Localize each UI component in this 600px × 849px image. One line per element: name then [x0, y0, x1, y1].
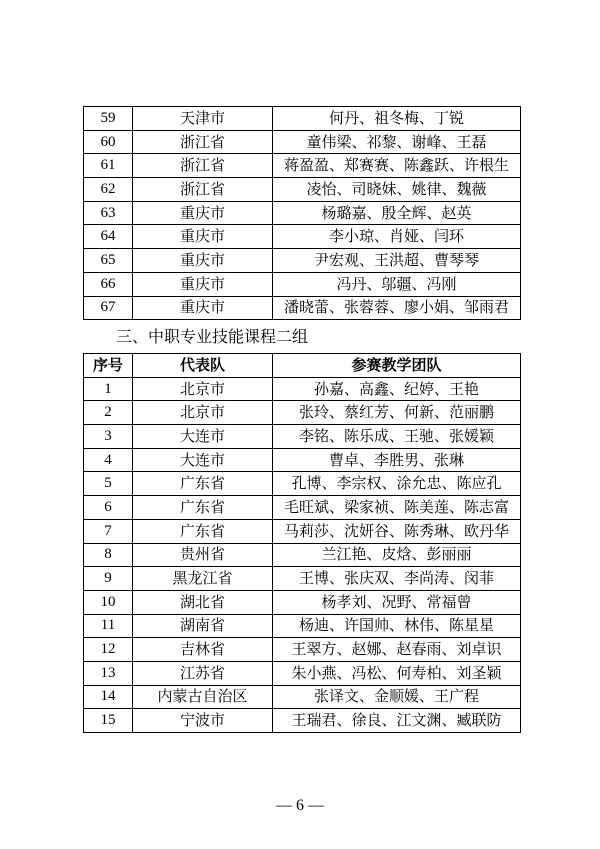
row-members: 孙嘉、高鑫、纪婷、王艳 — [273, 377, 521, 401]
row-team: 吉林省 — [133, 638, 273, 662]
row-number: 11 — [84, 614, 133, 638]
row-team: 内蒙古自治区 — [133, 685, 273, 709]
table-row — [84, 638, 521, 662]
row-team: 天津市 — [133, 107, 273, 131]
table-continued-body — [84, 107, 521, 320]
row-number: 2 — [84, 401, 133, 425]
table-row — [84, 178, 521, 202]
row-team: 重庆市 — [133, 225, 273, 249]
row-team: 江苏省 — [133, 661, 273, 685]
table-group-two-body — [84, 377, 521, 732]
row-number: 63 — [84, 201, 133, 225]
table-row — [84, 661, 521, 685]
row-members: 尹宏观、王洪超、曹琴琴 — [273, 249, 521, 273]
row-members: 李小琼、肖娅、闫环 — [273, 225, 521, 249]
column-header-members: 参赛教学团队 — [273, 354, 521, 378]
table-row — [84, 590, 521, 614]
row-members: 曹卓、李胜男、张琳 — [273, 448, 521, 472]
table-row — [84, 154, 521, 178]
row-team: 湖南省 — [133, 614, 273, 638]
table-row — [84, 272, 521, 296]
table-row — [84, 107, 521, 131]
row-team: 重庆市 — [133, 201, 273, 225]
table-row — [84, 249, 521, 273]
table-continued — [83, 106, 521, 320]
column-header-number: 序号 — [84, 354, 133, 378]
row-number: 4 — [84, 448, 133, 472]
page-number: — 6 — — [276, 797, 324, 814]
row-number: 6 — [84, 496, 133, 520]
row-number: 15 — [84, 709, 133, 733]
row-number: 1 — [84, 377, 133, 401]
row-team: 北京市 — [133, 401, 273, 425]
table-row — [84, 225, 521, 249]
row-team: 重庆市 — [133, 296, 273, 320]
table-row — [84, 709, 521, 733]
table-row — [84, 472, 521, 496]
row-members: 杨孝刘、况野、常福曾 — [273, 590, 521, 614]
row-team: 湖北省 — [133, 590, 273, 614]
table-header-row — [84, 354, 521, 378]
row-members: 李铭、陈乐成、王驰、张媛颖 — [273, 425, 521, 449]
row-number: 7 — [84, 519, 133, 543]
row-members: 王博、张庆双、李尚涛、闵菲 — [273, 567, 521, 591]
row-members: 童伟梁、祁黎、谢峰、王磊 — [273, 130, 521, 154]
row-team: 浙江省 — [133, 154, 273, 178]
row-members: 王翠方、赵娜、赵春雨、刘卓识 — [273, 638, 521, 662]
row-members: 何丹、祖冬梅、丁锐 — [273, 107, 521, 131]
row-members: 张译文、金顺媛、王广程 — [273, 685, 521, 709]
row-number: 12 — [84, 638, 133, 662]
row-number: 13 — [84, 661, 133, 685]
row-members: 凌怡、司晓妹、姚律、魏薇 — [273, 178, 521, 202]
row-team: 大连市 — [133, 425, 273, 449]
row-number: 14 — [84, 685, 133, 709]
section-heading: 三、中职专业技能课程二组 — [116, 327, 309, 346]
row-number: 10 — [84, 590, 133, 614]
row-members: 朱小燕、冯松、何寿柏、刘圣颖 — [273, 661, 521, 685]
row-members: 张玲、蔡红芳、何新、范丽鹏 — [273, 401, 521, 425]
table-row — [84, 496, 521, 520]
row-team: 浙江省 — [133, 178, 273, 202]
row-team: 北京市 — [133, 377, 273, 401]
row-number: 66 — [84, 272, 133, 296]
row-team: 浙江省 — [133, 130, 273, 154]
row-members: 杨迪、许国帅、林伟、陈星星 — [273, 614, 521, 638]
table-row — [84, 425, 521, 449]
row-team: 黑龙江省 — [133, 567, 273, 591]
row-members: 杨璐嘉、殷全辉、赵英 — [273, 201, 521, 225]
row-team: 宁波市 — [133, 709, 273, 733]
table-row — [84, 567, 521, 591]
table-row — [84, 543, 521, 567]
table-row — [84, 296, 521, 320]
row-number: 65 — [84, 249, 133, 273]
row-team: 广东省 — [133, 519, 273, 543]
table-row — [84, 685, 521, 709]
row-members: 蒋盈盈、郑赛赛、陈鑫跃、许根生 — [273, 154, 521, 178]
table-row — [84, 201, 521, 225]
row-number: 5 — [84, 472, 133, 496]
row-team: 重庆市 — [133, 249, 273, 273]
row-number: 64 — [84, 225, 133, 249]
row-team: 广东省 — [133, 472, 273, 496]
row-members: 孔博、李宗权、涂允忠、陈应孔 — [273, 472, 521, 496]
row-team: 大连市 — [133, 448, 273, 472]
table-row — [84, 377, 521, 401]
column-header-team: 代表队 — [133, 354, 273, 378]
row-number: 3 — [84, 425, 133, 449]
table-row — [84, 614, 521, 638]
row-number: 61 — [84, 154, 133, 178]
table-row — [84, 130, 521, 154]
row-number: 67 — [84, 296, 133, 320]
row-number: 60 — [84, 130, 133, 154]
row-number: 8 — [84, 543, 133, 567]
row-team: 贵州省 — [133, 543, 273, 567]
row-members: 马莉莎、沈妍谷、陈秀琳、欧丹华 — [273, 519, 521, 543]
table-row — [84, 448, 521, 472]
row-team: 广东省 — [133, 496, 273, 520]
row-number: 62 — [84, 178, 133, 202]
row-members: 王瑞君、徐良、江文渊、臧联防 — [273, 709, 521, 733]
row-number: 59 — [84, 107, 133, 131]
table-group-two — [83, 353, 521, 733]
table-row — [84, 519, 521, 543]
row-members: 冯丹、邬疆、冯刚 — [273, 272, 521, 296]
row-number: 9 — [84, 567, 133, 591]
table-row — [84, 401, 521, 425]
row-members: 潘晓蕾、张蓉蓉、廖小娟、邹雨君 — [273, 296, 521, 320]
row-members: 毛旺斌、梁家祯、陈美莲、陈志富 — [273, 496, 521, 520]
row-team: 重庆市 — [133, 272, 273, 296]
row-members: 兰江艳、皮焓、彭丽丽 — [273, 543, 521, 567]
